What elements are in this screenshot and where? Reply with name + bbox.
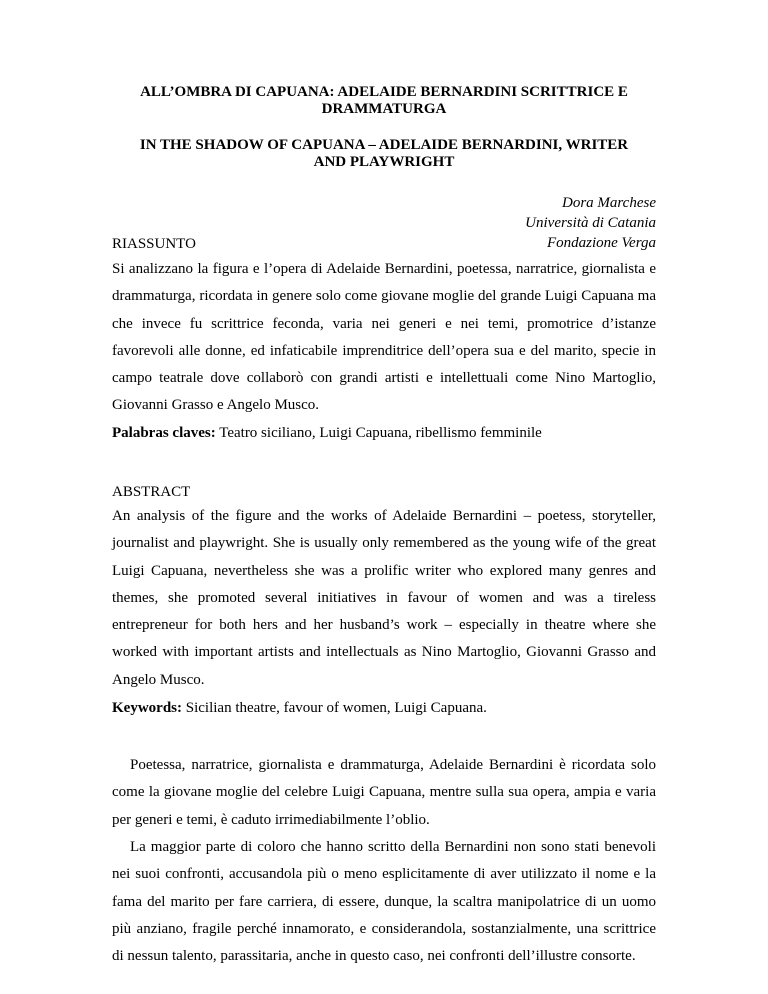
riassunto-keywords (112, 420, 656, 447)
title-italian: ALL’OMBRA DI CAPUANA: ADELAIDE BERNARDINI SCRITTRICE E DRAMMATURGA (140, 84, 628, 117)
riassunto-keywords-label: Palabras claves: (112, 425, 216, 441)
abstract-keywords-text: Sicilian theatre, favour of women, Luigi Capuana. (185, 700, 487, 716)
abstract-text: An analysis of the figure and the works of Adelaide Bernardini – poetess, storyteller, journalist and playwright. She is usually only remembered as the young wife of the great Luigi Capuana, nevertheless she was a prolific writer who explored many genres and themes, she promoted several initiatives in favour of women and was a tireless entrepreneur for both hers and her husband’s work – especially in theatre where she worked with important artists and intellectuals as Nino Martoglio, Giovanni Grasso and Angelo Musco. (112, 508, 656, 688)
title-english: IN THE SHADOW OF CAPUANA – ADELAIDE BERNARDINI, WRITER AND PLAYWRIGHT (139, 137, 629, 170)
riassunto-keywords-text: Teatro siciliano, Luigi Capuana, ribellismo femminile (219, 425, 542, 441)
author-affiliation-university: Università di Catania (525, 215, 656, 231)
riassunto-heading: RIASSUNTO (112, 236, 196, 252)
abstract-heading: ABSTRACT (112, 484, 191, 500)
body-paragraph-1: Poetessa, narratrice, giornalista e drammaturga, Adelaide Bernardini è ricordata solo come la giovane moglie del celebre Luigi Capuana, mentre sulla sua opera, ampia e varia per generi e temi, è caduto irrimediabilmente l’oblio. (112, 757, 656, 828)
riassunto-text: Si analizzano la figura e l’opera di Adelaide Bernardini, poetessa, narratrice, giornalista e drammaturga, ricordata in genere solo come giovane moglie del grande Luigi Capuana ma che invece fu scrittrice feconda, varia nei generi e nei temi, promotrice d’istanze favorevoli alle donne, ed infaticabile imprenditrice dell’opera sua e del marito, specie in campo teatrale dove collaborò con grandi artisti e intellettuali come Nino Martoglio, Giovanni Grasso e Angelo Musco. (112, 261, 656, 414)
author-block (525, 193, 656, 253)
abstract-keywords-label: Keywords: (112, 700, 182, 716)
body-paragraph-2: La maggior parte di coloro che hanno scritto della Bernardini non sono stati benevoli nei suoi confronti, accusandola più o meno esplicitamente di aver utilizzato il nome e la fama del marito per fare carriera, di essere, dunque, la scaltra manipolatrice di un uomo più anziano, fragile perché innamorato, e considerandola, sostanzialmente, una scrittrice di nessun talento, parassitaria, anche in questo caso, nei confronti dell’illustre consorte. (112, 839, 656, 965)
author-name: Dora Marchese (561, 195, 656, 211)
author-affiliation-foundation: Fondazione Verga (546, 235, 656, 251)
abstract-keywords (112, 695, 656, 722)
